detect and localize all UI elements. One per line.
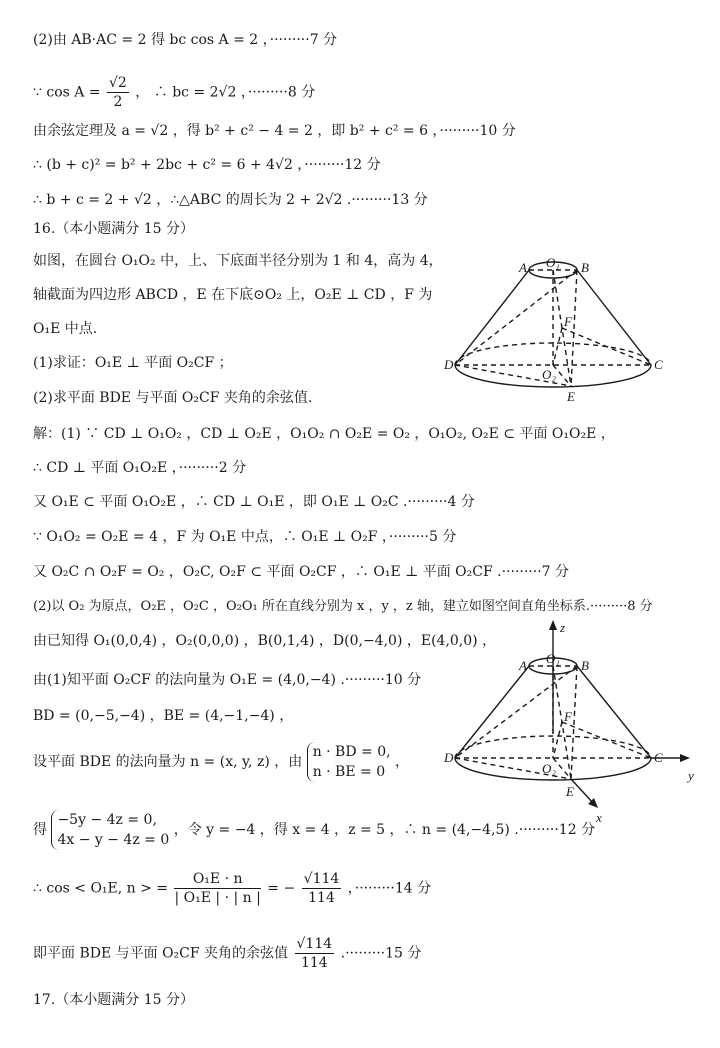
- solution-line: ∴ CD ⊥ 平面 O₁O₂E ，·········2 分: [33, 460, 247, 476]
- solution-line: 解：(1) ∵ CD ⊥ O₁O₂ ，CD ⊥ O₂E ，O₁O₂ ∩ O₂E = O₂ ，O₁O₂, O₂E ⊂ 平面 O₁O₂E ，: [33, 426, 615, 442]
- denominator: 2: [113, 94, 123, 110]
- expr-text: 得: [33, 822, 47, 838]
- fraction: [302, 870, 342, 907]
- step-line: ∴ b + c = 2 + √2 ，∴△ABC 的周长为 2 + 2√2 .·········13 分: [33, 192, 428, 208]
- fraction: [174, 870, 260, 907]
- problem-question: (2)求平面 BDE 与平面 O₂CF 夹角的余弦值.: [33, 390, 313, 406]
- denominator: 114: [308, 890, 335, 906]
- label-A: A: [519, 658, 527, 673]
- label-E: E: [566, 784, 574, 799]
- equation: n · BE = 0: [312, 764, 386, 780]
- numerator: √114: [296, 936, 333, 952]
- equation: n · BD = 0,: [312, 744, 391, 760]
- label-F: F: [564, 314, 572, 329]
- label-C: C: [654, 750, 663, 765]
- fraction: [295, 935, 335, 972]
- label-z: z: [560, 620, 566, 635]
- solution-line: 由已知得 O₁(0,0,4) ，O₂(0,0,0) ，B(0,1,4) ，D(0,−4,0) ，E(4,0,0) ，: [33, 633, 497, 649]
- label-B: B: [581, 658, 589, 673]
- label-x: x: [596, 810, 602, 825]
- equation-system: [51, 810, 169, 850]
- label-C: C: [654, 357, 663, 372]
- expr-text: = −: [267, 880, 296, 897]
- numerator: O₁E · n: [174, 870, 260, 889]
- expr-text: ∵ cos A =: [33, 84, 101, 101]
- solution-line: ∵ O₁O₂ = O₂E = 4 ，F 为 O₁E 中点，∴ O₁E ⊥ O₂F ，·········5 分: [33, 529, 457, 545]
- expr-text: 即平面 BDE 与平面 O₂CF 夹角的余弦值: [33, 945, 289, 962]
- equation: −5y − 4z = 0,: [57, 812, 157, 828]
- solution-line: [33, 935, 421, 972]
- slant-edge-right: [577, 270, 651, 365]
- label-D: D: [444, 750, 454, 765]
- slant-edge-left: [455, 270, 529, 365]
- label-y: y: [688, 768, 694, 783]
- expr-text: ，: [395, 754, 410, 770]
- problem-text: O₁E 中点.: [33, 321, 98, 337]
- label-O1: O₁: [546, 255, 560, 270]
- equation: 4x − y − 4z = 0: [57, 832, 170, 848]
- problem-text: 轴截面为四边形 ABCD ，E 在下底⊙O₂ 上，O₂E ⊥ CD ，F 为: [33, 287, 433, 303]
- slant-edge-right: [577, 666, 651, 758]
- step-line: 由余弦定理及 a = √2 ，得 b² + c² − 4 = 2 ，即 b² + c² = 6 ，·········10 分: [33, 123, 516, 139]
- fraction: [107, 74, 129, 111]
- solution-line: 又 O₁E ⊂ 平面 O₁O₂E ，∴ CD ⊥ O₁E ，即 O₁E ⊥ O₂C .·········4 分: [33, 494, 475, 510]
- step-line: ∴ (b + c)² = b² + 2bc + c² = 6 + 4√2 ，·········12 分: [33, 157, 381, 173]
- expr-text: ∴ cos < O₁E, n > =: [33, 880, 169, 897]
- denominator: 114: [300, 955, 328, 971]
- label-A: A: [519, 260, 527, 275]
- expr-text: .·········15 分: [340, 945, 422, 962]
- solution-line: (2)以 O₂ 为原点，O₂E ，O₂C ，O₂O₁ 所在直线分别为 x ，y ，z 轴，建立如图空间直角坐标系.·········8 分: [33, 599, 653, 614]
- problem-question: (1)求证：O₁E ⊥ 平面 O₂CF ；: [33, 355, 233, 371]
- label-D: D: [444, 357, 454, 372]
- solution-line: [33, 870, 431, 907]
- label-E: E: [567, 389, 575, 404]
- numerator: √114: [303, 871, 340, 887]
- problem-text: 如图，在圆台 O₁O₂ 中，上、下底面半径分别为 1 和 4，高为 4，: [33, 253, 443, 269]
- frustum-figure: [440, 248, 670, 413]
- slant-edge-left: [455, 666, 529, 758]
- expr-text: ，令 y = −4 ，得 x = 4 ，z = 5 ，∴ n = (4,−4,5) .·········12 分: [173, 822, 596, 838]
- expr-text: ，·········14 分: [347, 880, 432, 897]
- label-O2: O₂: [542, 367, 556, 382]
- label-F: F: [564, 709, 572, 724]
- step-line: [33, 74, 315, 111]
- frustum-coordinate-figure: [440, 618, 710, 828]
- expr-text: ， ∴ bc = 2√2 ，·········8 分: [135, 84, 316, 101]
- expr-text: 设平面 BDE 的法向量为 n = (x, y, z) ，由: [33, 754, 303, 770]
- label-O1: O₁: [546, 651, 560, 666]
- label-O2: O₂: [542, 761, 556, 776]
- problem-heading: 16.（本小题满分 15 分）: [33, 221, 194, 237]
- solution-line: 由(1)知平面 O₂CF 的法向量为 O₁E = (4,0,−4) .·········10 分: [33, 672, 422, 688]
- numerator: √2: [109, 75, 127, 91]
- solution-line: [33, 742, 409, 782]
- label-B: B: [581, 260, 589, 275]
- solution-line: BD = (0,−5,−4) ，BE = (4,−1,−4) ，: [33, 708, 294, 724]
- step-line: (2)由 AB·AC = 2 得 bc cos A = 2 ，·········7 分: [33, 32, 338, 48]
- equation-system: [307, 742, 391, 782]
- denominator: | O₁E | · | n |: [174, 890, 261, 906]
- problem-heading: 17.（本小题满分 15 分）: [33, 992, 194, 1008]
- x-axis: [571, 779, 594, 804]
- solution-line: 又 O₂C ∩ O₂F = O₂ ，O₂C, O₂F ⊂ 平面 O₂CF ，∴ O₁E ⊥ 平面 O₂CF .·········7 分: [33, 564, 570, 580]
